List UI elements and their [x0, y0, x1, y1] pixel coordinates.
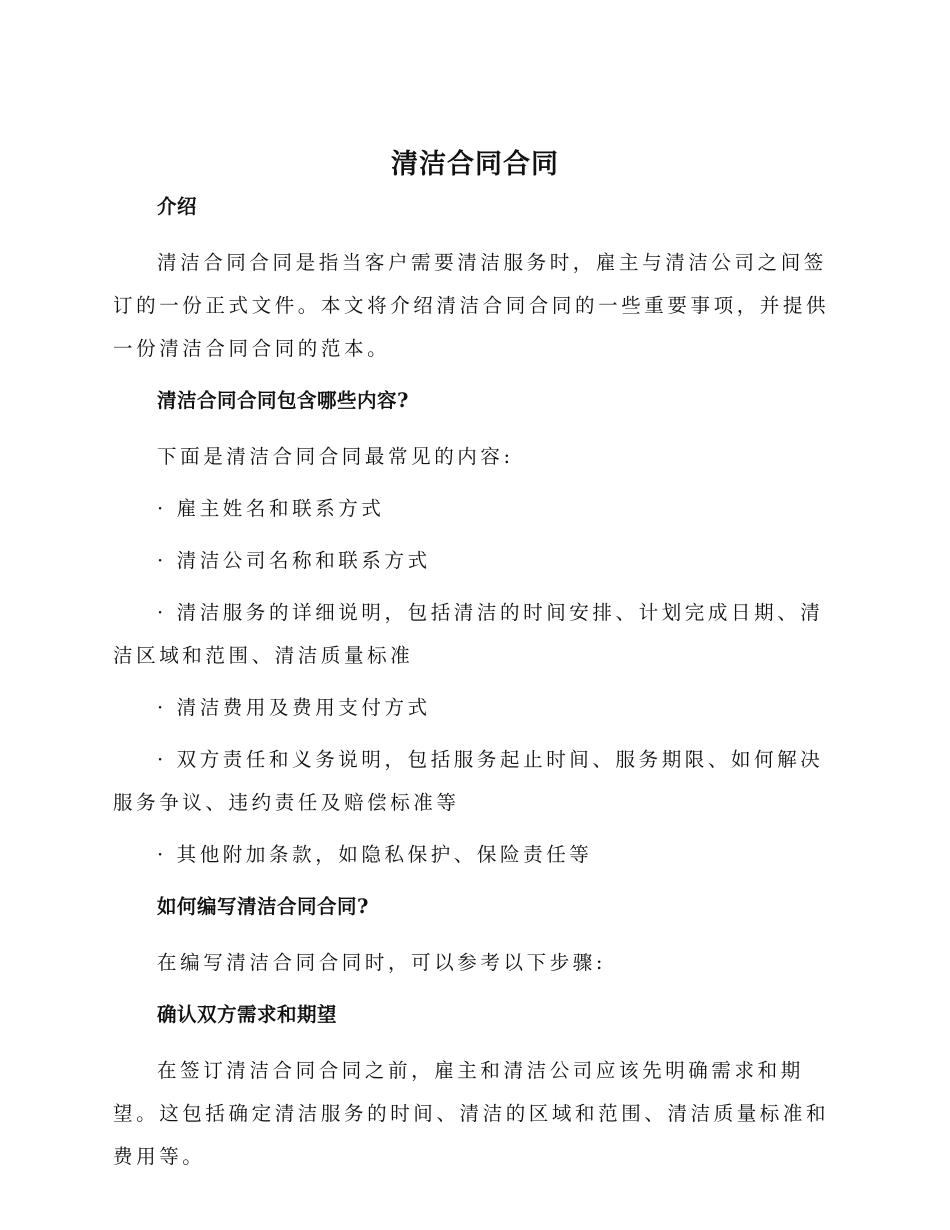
- list-item: · 清洁公司名称和联系方式: [157, 549, 431, 572]
- section-heading-contents: 清洁合同合同包含哪些内容?: [157, 389, 409, 412]
- list-item: · 清洁服务的详细说明，包括清洁的时间安排、计划完成日期、清洁区域和范围、清洁质量标准: [113, 601, 824, 667]
- intro-paragraph: 清洁合同合同是指当客户需要清洁服务时，雇主与清洁公司之间签订的一份正式文件。本文将介绍清洁合同合同的一些重要事项，并提供一份清洁合同合同的范本。: [113, 251, 830, 360]
- list-item: · 雇主姓名和联系方式: [157, 497, 385, 520]
- section-heading-howto: 如何编写清洁合同合同?: [157, 895, 369, 918]
- list-item: · 双方责任和义务说明，包括服务起止时间、服务期限、如何解决服务争议、违约责任及赔偿标准等: [113, 748, 824, 814]
- howto-lead-paragraph: 在编写清洁合同合同时，可以参考以下步骤:: [157, 951, 607, 974]
- document-title: 清洁合同合同: [391, 149, 559, 180]
- section-heading-step1: 确认双方需求和期望: [157, 1003, 338, 1026]
- contents-lead-paragraph: 下面是清洁合同合同最常见的内容:: [157, 445, 514, 468]
- step1-paragraph: 在签订清洁合同合同之前，雇主和清洁公司应该先明确需求和期望。这包括确定清洁服务的时间、清洁的区域和范围、清洁质量标准和费用等。: [113, 1059, 830, 1168]
- list-item: · 其他附加条款，如隐私保护、保险责任等: [157, 843, 593, 866]
- list-item: · 清洁费用及费用支付方式: [157, 696, 431, 719]
- document-body: [113, 190, 833, 1178]
- section-heading-intro: 介绍: [157, 195, 198, 218]
